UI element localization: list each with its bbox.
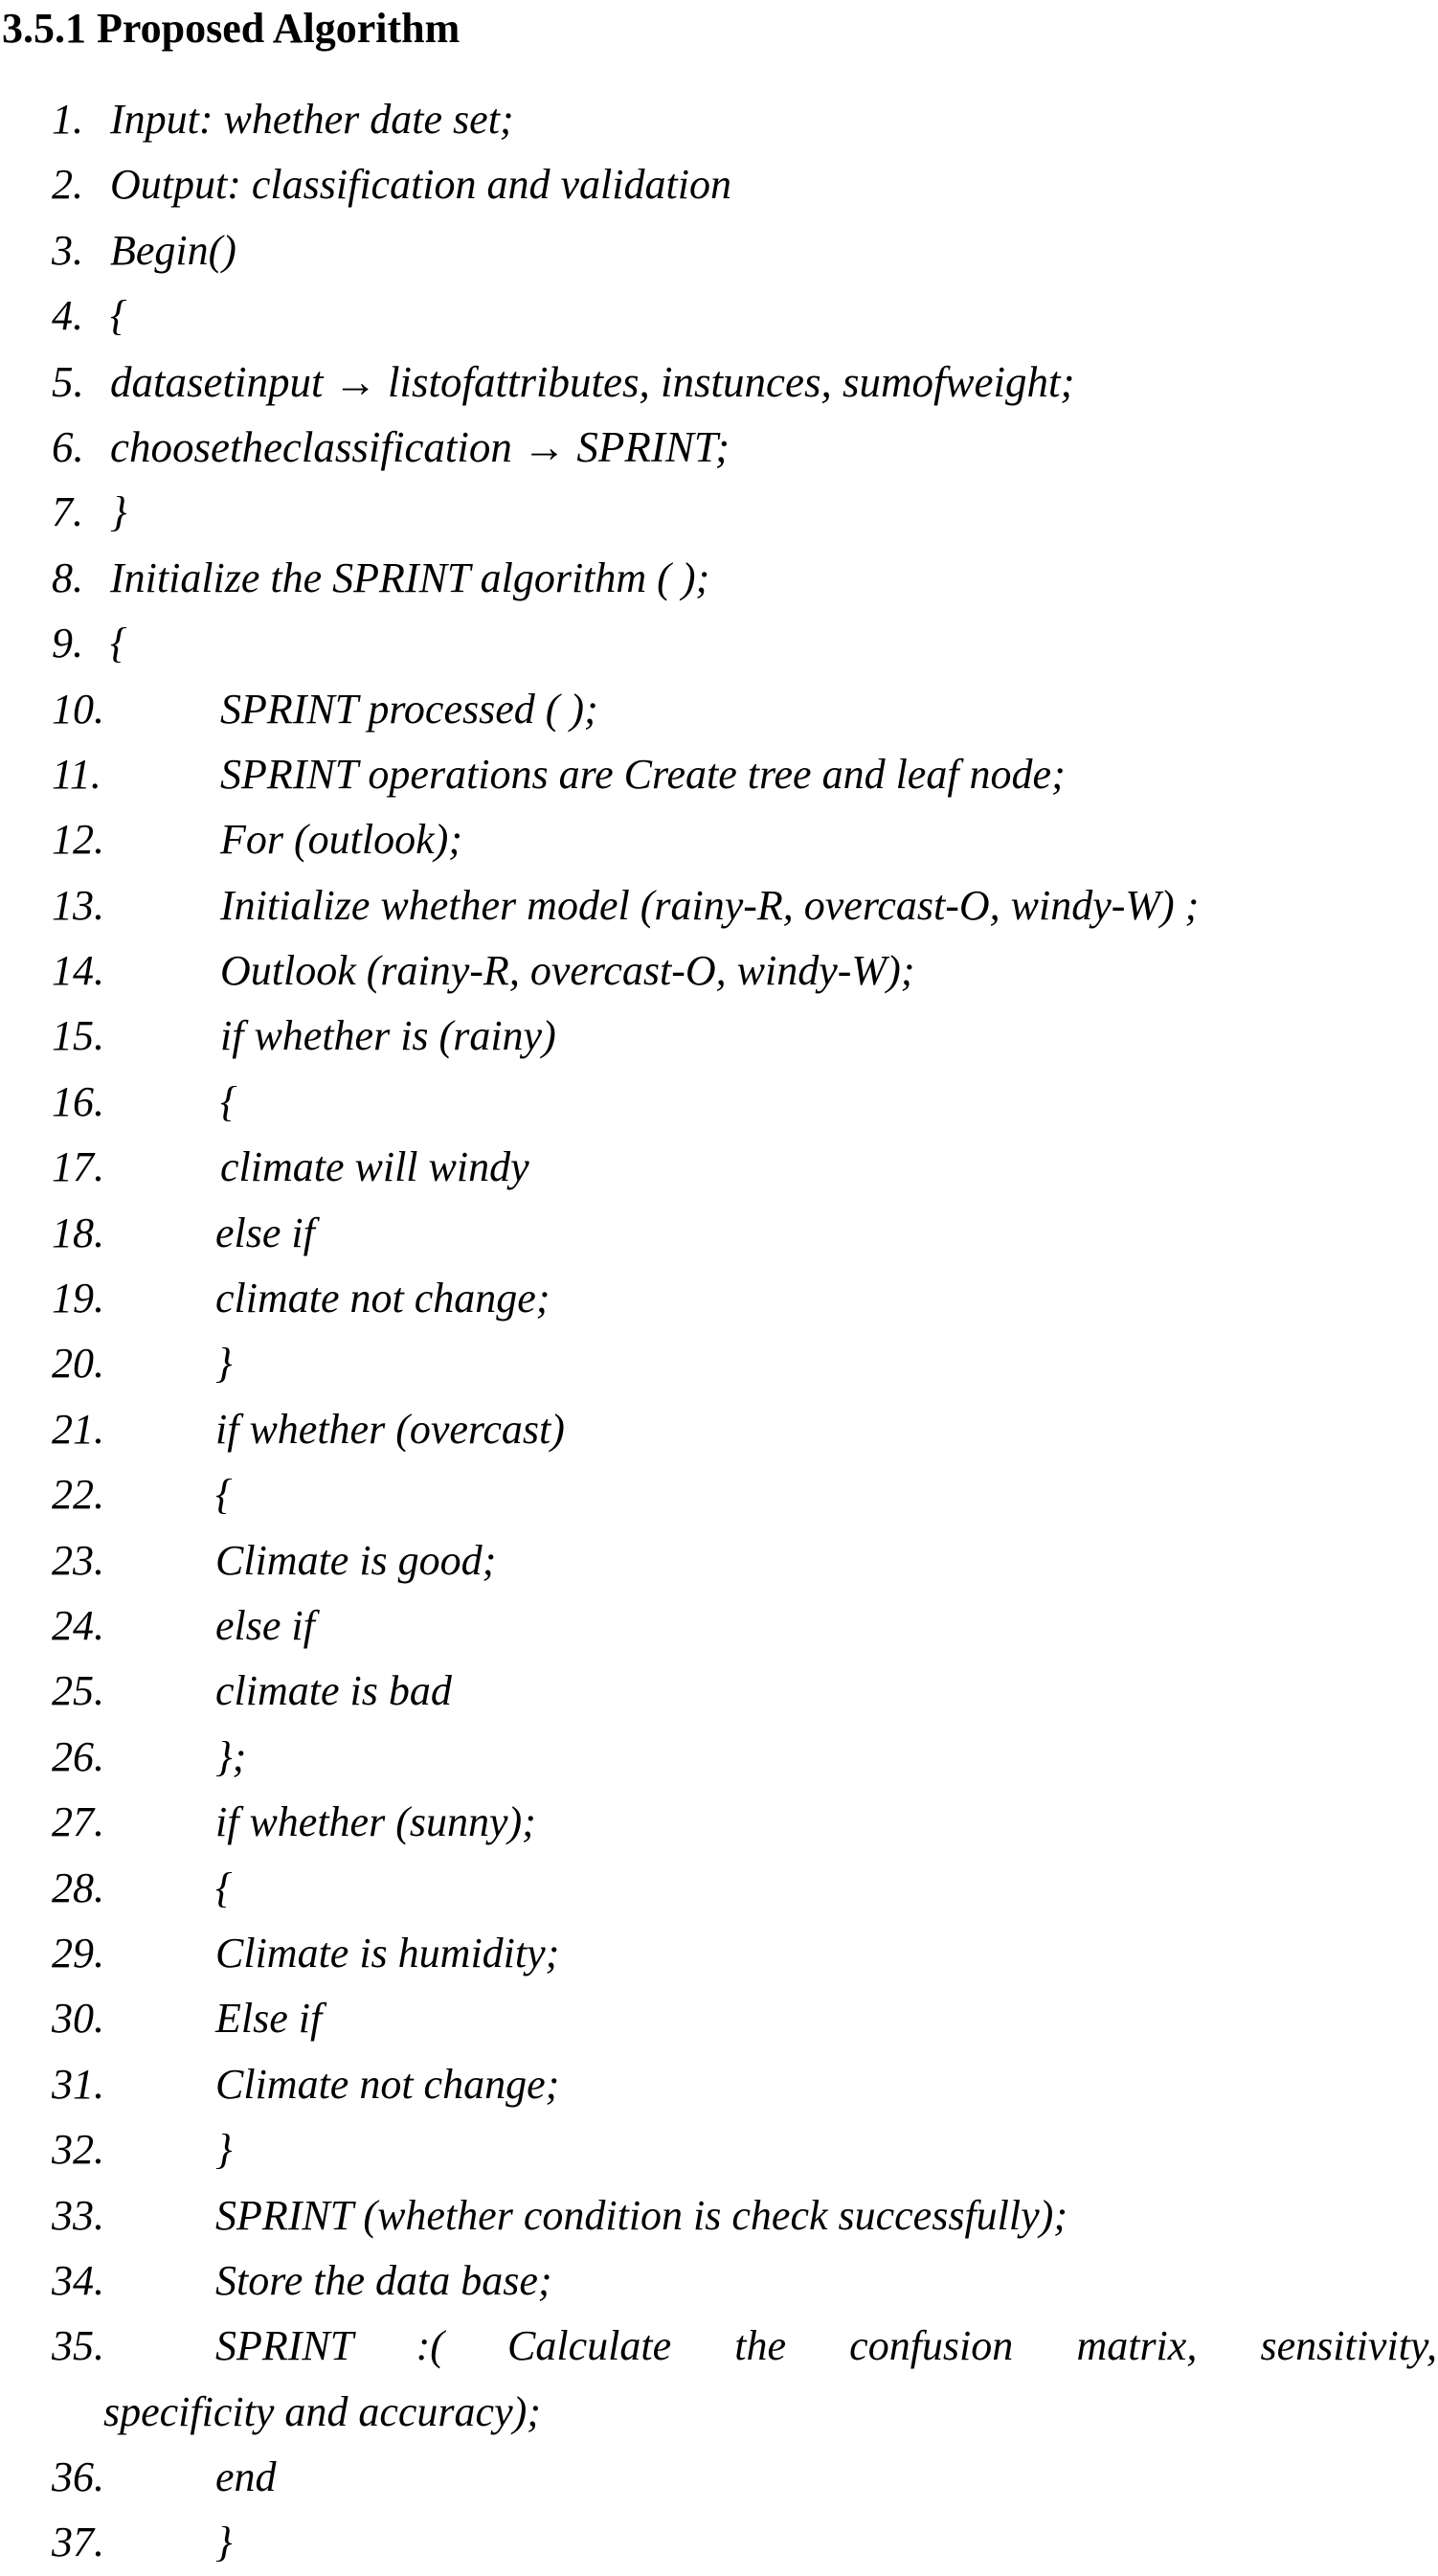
algorithm-line-21 [0, 1397, 1438, 1462]
line-number: 36. [52, 2453, 104, 2501]
line-text: Initialize whether model (rainy-R, overcast-O, windy-W) ; [220, 881, 1200, 929]
algorithm-line-5 [0, 350, 1438, 415]
line-number: 3. [52, 226, 83, 274]
algorithm-listing [0, 87, 1438, 2576]
algorithm-line-34 [0, 2248, 1438, 2314]
line-text: }; [215, 1732, 247, 1780]
algorithm-line-19 [0, 1266, 1438, 1331]
algorithm-line-10 [0, 677, 1438, 742]
line-number: 25. [52, 1667, 104, 1715]
line-number: 19. [52, 1275, 104, 1322]
line-text: end [215, 2453, 277, 2501]
line-text: if whether (sunny); [215, 1798, 536, 1846]
line-number: 16. [52, 1077, 104, 1125]
algorithm-line-24 [0, 1593, 1438, 1659]
line-number: 11. [52, 750, 101, 798]
algorithm-line-9 [0, 611, 1438, 676]
line-number: 15. [52, 1012, 104, 1060]
line-number: 7. [52, 488, 83, 536]
line-number: 29. [52, 1929, 104, 1977]
line-number: 10. [52, 685, 104, 733]
line-text: Initialize the SPRINT algorithm ( ); [110, 554, 710, 601]
line-text: { [215, 1471, 233, 1519]
line-text: SPRINT processed ( ); [220, 685, 598, 733]
line-number: 26. [52, 1732, 104, 1780]
line-number: 34. [52, 2256, 104, 2304]
line-text: } [110, 488, 127, 536]
line-number: 4. [52, 292, 83, 340]
line-number: 20. [52, 1340, 104, 1388]
line-text: Store the data base; [215, 2256, 552, 2304]
algorithm-line-16 [0, 1070, 1438, 1135]
algorithm-line-7 [0, 480, 1438, 545]
line-text: Climate not change; [215, 2060, 560, 2108]
algorithm-line-28 [0, 1856, 1438, 1921]
line-text: SPRINT :( Calculate the confusion matrix, sensitivity, [215, 2322, 1437, 2370]
algorithm-line-13 [0, 873, 1438, 938]
line-text: { [110, 620, 127, 667]
line-text: For (outlook); [220, 816, 462, 864]
algorithm-line-33 [0, 2183, 1438, 2248]
line-number: 1. [52, 96, 83, 143]
line-text: Output: classification and validation [110, 161, 731, 209]
line-text: } [215, 2126, 233, 2174]
line-text: specificity and accuracy); [103, 2387, 541, 2435]
line-number: 27. [52, 1798, 104, 1846]
line-text: if whether (overcast) [215, 1405, 565, 1453]
line-text: Outlook (rainy-R, overcast-O, windy-W); [220, 947, 915, 995]
line-number: 9. [52, 620, 83, 667]
line-number: 2. [52, 161, 83, 209]
line-number: 6. [52, 422, 84, 471]
line-number: 5. [52, 357, 84, 406]
line-number: 35. [52, 2322, 104, 2370]
line-text: Begin() [110, 226, 236, 274]
line-text: if whether is (rainy) [220, 1012, 556, 1060]
algorithm-line-27 [0, 1790, 1438, 1855]
line-text: climate is bad [215, 1667, 452, 1715]
algorithm-line-15 [0, 1004, 1438, 1069]
line-text: Climate is humidity; [215, 1929, 560, 1977]
line-text: climate not change; [215, 1275, 550, 1322]
section-heading: 3.5.1 Proposed Algorithm [2, 5, 461, 52]
line-text: climate will windy [220, 1143, 529, 1191]
line-text: SPRINT (whether condition is check successfully); [215, 2191, 1067, 2239]
line-text: Input: whether date set; [110, 96, 514, 143]
algorithm-line-3 [0, 218, 1438, 283]
line-text: { [110, 292, 127, 340]
algorithm-line-36 [0, 2445, 1438, 2510]
algorithm-line-22 [0, 1462, 1438, 1527]
line-text: datasetinput → listofattributes, instunces, sumofweight; [110, 357, 1075, 406]
algorithm-line-32 [0, 2117, 1438, 2182]
algorithm-line-4 [0, 283, 1438, 349]
algorithm-line-29 [0, 1921, 1438, 1986]
line-text: else if [215, 1209, 315, 1256]
line-number: 21. [52, 1405, 104, 1453]
algorithm-line-14 [0, 938, 1438, 1004]
algorithm-line-17 [0, 1135, 1438, 1200]
algorithm-line-35-continuation [0, 2380, 1438, 2445]
line-number: 17. [52, 1143, 104, 1191]
algorithm-line-1 [0, 87, 1438, 152]
algorithm-line-37 [0, 2510, 1438, 2575]
line-text: } [215, 2519, 233, 2566]
algorithm-line-8 [0, 546, 1438, 611]
line-number: 32. [52, 2126, 104, 2174]
line-number: 23. [52, 1536, 104, 1584]
line-number: 37. [52, 2519, 104, 2566]
line-number: 28. [52, 1864, 104, 1911]
line-number: 18. [52, 1209, 104, 1256]
line-number: 14. [52, 947, 104, 995]
line-number: 30. [52, 1995, 104, 2043]
line-text: } [215, 1340, 233, 1388]
algorithm-line-2 [0, 152, 1438, 217]
line-text: SPRINT operations are Create tree and leaf node; [220, 750, 1066, 798]
line-text: Else if [215, 1995, 323, 2043]
algorithm-line-26 [0, 1725, 1438, 1790]
line-text: choosetheclassification → SPRINT; [110, 422, 730, 471]
line-number: 12. [52, 816, 104, 864]
algorithm-line-18 [0, 1201, 1438, 1266]
line-text: { [215, 1864, 233, 1911]
algorithm-line-12 [0, 807, 1438, 872]
algorithm-line-6 [0, 415, 1438, 480]
line-text: { [220, 1077, 237, 1125]
line-number: 24. [52, 1601, 104, 1649]
algorithm-line-30 [0, 1986, 1438, 2051]
algorithm-line-35 [0, 2314, 1438, 2379]
line-number: 13. [52, 881, 104, 929]
line-number: 22. [52, 1471, 104, 1519]
algorithm-line-31 [0, 2052, 1438, 2117]
algorithm-line-25 [0, 1659, 1438, 1724]
line-number: 8. [52, 554, 83, 601]
line-number: 33. [52, 2191, 104, 2239]
line-text: else if [215, 1601, 315, 1649]
algorithm-line-23 [0, 1528, 1438, 1593]
line-text: Climate is good; [215, 1536, 497, 1584]
algorithm-line-11 [0, 742, 1438, 807]
algorithm-line-20 [0, 1331, 1438, 1396]
line-number: 31. [52, 2060, 104, 2108]
